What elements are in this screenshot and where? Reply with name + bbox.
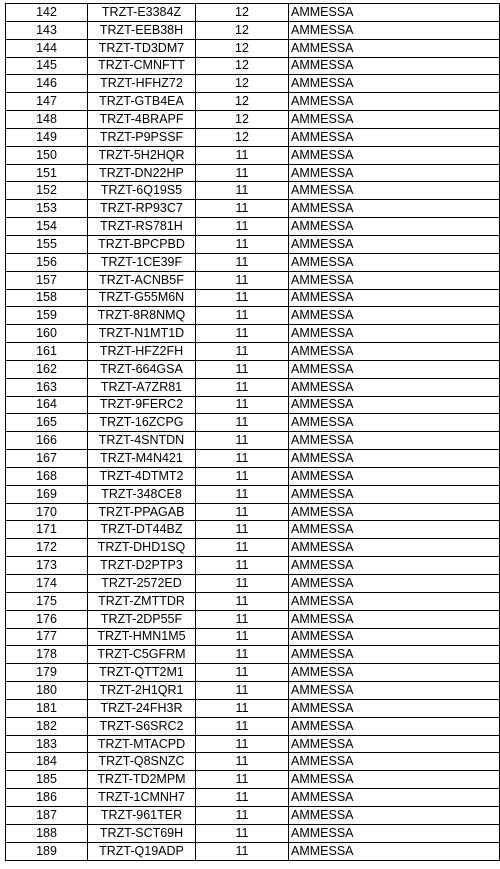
status-cell: AMMESSA [289,610,500,628]
status-cell: AMMESSA [289,4,500,22]
table-row [6,789,500,807]
row-number-cell: 159 [6,307,88,325]
row-number-cell: 154 [6,218,88,236]
score-cell: 11 [196,592,289,610]
table-row [6,414,500,432]
application-code-cell: TRZT-ACNB5F [88,271,196,289]
row-number-cell: 152 [6,182,88,200]
table-row [6,21,500,39]
status-cell: AMMESSA [289,806,500,824]
table-row [6,521,500,539]
status-cell: AMMESSA [289,378,500,396]
score-cell: 11 [196,717,289,735]
score-cell: 11 [196,539,289,557]
status-cell: AMMESSA [289,664,500,682]
row-number-cell: 169 [6,485,88,503]
row-number-cell: 171 [6,521,88,539]
status-cell: AMMESSA [289,93,500,111]
table-row [6,771,500,789]
table-row [6,146,500,164]
status-cell: AMMESSA [289,628,500,646]
row-number-cell: 181 [6,699,88,717]
application-code-cell: TRZT-RP93C7 [88,200,196,218]
row-number-cell: 155 [6,235,88,253]
table-row [6,307,500,325]
score-cell: 11 [196,646,289,664]
row-number-cell: 173 [6,557,88,575]
score-cell: 11 [196,289,289,307]
row-number-cell: 143 [6,21,88,39]
status-cell: AMMESSA [289,325,500,343]
row-number-cell: 176 [6,610,88,628]
status-cell: AMMESSA [289,21,500,39]
row-number-cell: 148 [6,111,88,129]
score-cell: 11 [196,271,289,289]
row-number-cell: 145 [6,57,88,75]
table-row [6,396,500,414]
status-cell: AMMESSA [289,503,500,521]
score-cell: 12 [196,57,289,75]
table-row [6,343,500,361]
application-code-cell: TRZT-9FERC2 [88,396,196,414]
table-row [6,467,500,485]
application-code-cell: TRZT-HFHZ72 [88,75,196,93]
score-cell: 12 [196,39,289,57]
application-code-cell: TRZT-C5GFRM [88,646,196,664]
status-cell: AMMESSA [289,592,500,610]
application-code-cell: TRZT-EEB38H [88,21,196,39]
score-cell: 11 [196,735,289,753]
status-cell: AMMESSA [289,200,500,218]
application-code-cell: TRZT-DT44BZ [88,521,196,539]
table-row [6,664,500,682]
status-cell: AMMESSA [289,699,500,717]
application-code-cell: TRZT-4SNTDN [88,432,196,450]
application-code-cell: TRZT-2DP55F [88,610,196,628]
table-row [6,806,500,824]
row-number-cell: 189 [6,842,88,860]
status-cell: AMMESSA [289,253,500,271]
row-number-cell: 161 [6,343,88,361]
status-cell: AMMESSA [289,396,500,414]
table-row [6,360,500,378]
score-cell: 11 [196,485,289,503]
row-number-cell: 149 [6,128,88,146]
table-row [6,4,500,22]
application-code-cell: TRZT-G55M6N [88,289,196,307]
score-cell: 11 [196,325,289,343]
application-code-cell: TRZT-24FH3R [88,699,196,717]
row-number-cell: 142 [6,4,88,22]
row-number-cell: 172 [6,539,88,557]
row-number-cell: 144 [6,39,88,57]
table-row [6,610,500,628]
score-cell: 11 [196,218,289,236]
application-code-cell: TRZT-ZMTTDR [88,592,196,610]
application-code-cell: TRZT-Q19ADP [88,842,196,860]
application-code-cell: TRZT-961TER [88,806,196,824]
row-number-cell: 147 [6,93,88,111]
application-code-cell: TRZT-TD2MPM [88,771,196,789]
table-row [6,842,500,860]
application-code-cell: TRZT-D2PTP3 [88,557,196,575]
score-cell: 11 [196,575,289,593]
row-number-cell: 153 [6,200,88,218]
table-row [6,235,500,253]
score-cell: 12 [196,4,289,22]
row-number-cell: 177 [6,628,88,646]
row-number-cell: 175 [6,592,88,610]
row-number-cell: 182 [6,717,88,735]
row-number-cell: 185 [6,771,88,789]
table-row [6,503,500,521]
application-code-cell: TRZT-S6SRC2 [88,717,196,735]
score-cell: 11 [196,450,289,468]
score-cell: 11 [196,432,289,450]
application-code-cell: TRZT-HMN1M5 [88,628,196,646]
row-number-cell: 183 [6,735,88,753]
row-number-cell: 163 [6,378,88,396]
ranking-table-body [6,4,500,861]
score-cell: 11 [196,503,289,521]
application-code-cell: TRZT-5H2HQR [88,146,196,164]
score-cell: 11 [196,842,289,860]
status-cell: AMMESSA [289,164,500,182]
status-cell: AMMESSA [289,182,500,200]
table-row [6,325,500,343]
table-row [6,646,500,664]
score-cell: 11 [196,806,289,824]
status-cell: AMMESSA [289,646,500,664]
table-row [6,717,500,735]
application-code-cell: TRZT-16ZCPG [88,414,196,432]
score-cell: 11 [196,414,289,432]
score-cell: 11 [196,628,289,646]
status-cell: AMMESSA [289,360,500,378]
table-row [6,592,500,610]
status-cell: AMMESSA [289,218,500,236]
table-row [6,539,500,557]
row-number-cell: 156 [6,253,88,271]
status-cell: AMMESSA [289,57,500,75]
status-cell: AMMESSA [289,235,500,253]
application-code-cell: TRZT-8R8NMQ [88,307,196,325]
application-code-cell: TRZT-BPCPBD [88,235,196,253]
application-code-cell: TRZT-4DTMT2 [88,467,196,485]
status-cell: AMMESSA [289,146,500,164]
table-row [6,218,500,236]
table-row [6,271,500,289]
status-cell: AMMESSA [289,575,500,593]
table-row [6,824,500,842]
score-cell: 12 [196,75,289,93]
score-cell: 11 [196,771,289,789]
status-cell: AMMESSA [289,771,500,789]
status-cell: AMMESSA [289,824,500,842]
table-row [6,93,500,111]
table-row [6,253,500,271]
status-cell: AMMESSA [289,414,500,432]
score-cell: 12 [196,111,289,129]
row-number-cell: 146 [6,75,88,93]
table-row [6,164,500,182]
score-cell: 12 [196,128,289,146]
status-cell: AMMESSA [289,75,500,93]
table-row [6,200,500,218]
status-cell: AMMESSA [289,735,500,753]
row-number-cell: 186 [6,789,88,807]
table-row [6,75,500,93]
status-cell: AMMESSA [289,682,500,700]
table-row [6,432,500,450]
status-cell: AMMESSA [289,39,500,57]
row-number-cell: 164 [6,396,88,414]
application-code-cell: TRZT-GTB4EA [88,93,196,111]
row-number-cell: 158 [6,289,88,307]
status-cell: AMMESSA [289,557,500,575]
application-code-cell: TRZT-SCT69H [88,824,196,842]
application-code-cell: TRZT-2H1QR1 [88,682,196,700]
application-code-cell: TRZT-Q8SNZC [88,753,196,771]
table-row [6,57,500,75]
row-number-cell: 157 [6,271,88,289]
row-number-cell: 165 [6,414,88,432]
application-code-cell: TRZT-1CMNH7 [88,789,196,807]
status-cell: AMMESSA [289,789,500,807]
score-cell: 11 [196,664,289,682]
table-row [6,128,500,146]
table-row [6,111,500,129]
ranking-table-container [5,3,500,861]
table-row [6,378,500,396]
score-cell: 11 [196,467,289,485]
application-code-cell: TRZT-PPAGAB [88,503,196,521]
table-row [6,289,500,307]
status-cell: AMMESSA [289,271,500,289]
table-row [6,450,500,468]
score-cell: 11 [196,699,289,717]
status-cell: AMMESSA [289,521,500,539]
row-number-cell: 150 [6,146,88,164]
status-cell: AMMESSA [289,467,500,485]
score-cell: 11 [196,200,289,218]
row-number-cell: 166 [6,432,88,450]
status-cell: AMMESSA [289,307,500,325]
score-cell: 11 [196,557,289,575]
status-cell: AMMESSA [289,343,500,361]
row-number-cell: 188 [6,824,88,842]
application-code-cell: TRZT-E3384Z [88,4,196,22]
application-code-cell: TRZT-2572ED [88,575,196,593]
application-code-cell: TRZT-QTT2M1 [88,664,196,682]
score-cell: 11 [196,235,289,253]
table-row [6,485,500,503]
application-code-cell: TRZT-4BRAPF [88,111,196,129]
status-cell: AMMESSA [289,753,500,771]
application-code-cell: TRZT-DN22HP [88,164,196,182]
score-cell: 11 [196,307,289,325]
row-number-cell: 170 [6,503,88,521]
status-cell: AMMESSA [289,539,500,557]
row-number-cell: 184 [6,753,88,771]
score-cell: 11 [196,682,289,700]
application-code-cell: TRZT-P9PSSF [88,128,196,146]
table-row [6,753,500,771]
application-code-cell: TRZT-RS781H [88,218,196,236]
row-number-cell: 187 [6,806,88,824]
status-cell: AMMESSA [289,432,500,450]
score-cell: 11 [196,753,289,771]
score-cell: 12 [196,93,289,111]
score-cell: 11 [196,343,289,361]
score-cell: 11 [196,182,289,200]
status-cell: AMMESSA [289,289,500,307]
table-row [6,182,500,200]
ranking-table [5,3,500,861]
application-code-cell: TRZT-CMNFTT [88,57,196,75]
score-cell: 11 [196,789,289,807]
score-cell: 11 [196,521,289,539]
application-code-cell: TRZT-348CE8 [88,485,196,503]
table-row [6,699,500,717]
application-code-cell: TRZT-HFZ2FH [88,343,196,361]
application-code-cell: TRZT-6Q19S5 [88,182,196,200]
score-cell: 11 [196,396,289,414]
row-number-cell: 179 [6,664,88,682]
table-row [6,575,500,593]
status-cell: AMMESSA [289,485,500,503]
status-cell: AMMESSA [289,128,500,146]
application-code-cell: TRZT-N1MT1D [88,325,196,343]
row-number-cell: 168 [6,467,88,485]
application-code-cell: TRZT-1CE39F [88,253,196,271]
table-row [6,682,500,700]
score-cell: 11 [196,378,289,396]
application-code-cell: TRZT-664GSA [88,360,196,378]
score-cell: 11 [196,146,289,164]
row-number-cell: 174 [6,575,88,593]
score-cell: 11 [196,164,289,182]
score-cell: 11 [196,253,289,271]
table-row [6,628,500,646]
status-cell: AMMESSA [289,450,500,468]
row-number-cell: 178 [6,646,88,664]
row-number-cell: 167 [6,450,88,468]
status-cell: AMMESSA [289,842,500,860]
application-code-cell: TRZT-A7ZR81 [88,378,196,396]
score-cell: 12 [196,21,289,39]
application-code-cell: TRZT-TD3DM7 [88,39,196,57]
application-code-cell: TRZT-M4N421 [88,450,196,468]
table-row [6,39,500,57]
row-number-cell: 151 [6,164,88,182]
score-cell: 11 [196,360,289,378]
status-cell: AMMESSA [289,717,500,735]
score-cell: 11 [196,824,289,842]
table-row [6,735,500,753]
row-number-cell: 160 [6,325,88,343]
score-cell: 11 [196,610,289,628]
row-number-cell: 180 [6,682,88,700]
application-code-cell: TRZT-DHD1SQ [88,539,196,557]
table-row [6,557,500,575]
status-cell: AMMESSA [289,111,500,129]
row-number-cell: 162 [6,360,88,378]
application-code-cell: TRZT-MTACPD [88,735,196,753]
